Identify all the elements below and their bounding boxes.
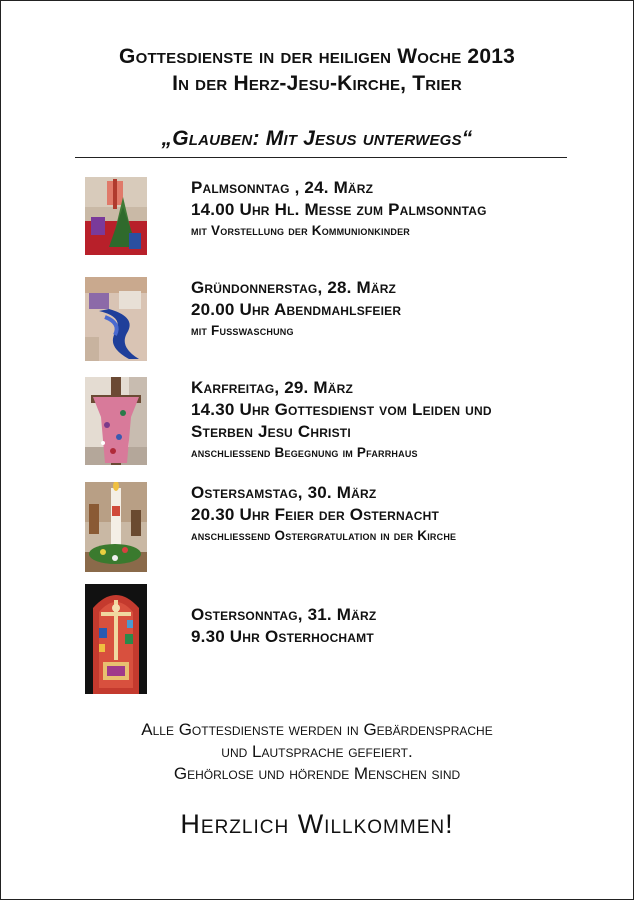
event-time: 9.30 Uhr Osterhochamt xyxy=(191,627,374,646)
footer-line: und Lautsprache gefeiert. xyxy=(221,742,413,761)
event-text xyxy=(191,277,611,341)
event-text xyxy=(191,177,611,241)
good-friday-cross-photo xyxy=(85,377,147,465)
event-note: mit Vorstellung der Kommunionkinder xyxy=(191,223,410,238)
footer-note xyxy=(1,719,633,785)
event-note: anschliessend Ostergratulation in der Kirche xyxy=(191,528,457,543)
event-text xyxy=(191,377,611,463)
event-time: 14.00 Uhr Hl. Messe zum Palmsonntag xyxy=(191,200,487,219)
header xyxy=(1,43,633,97)
event-day: Ostersonntag, 31. März xyxy=(191,605,377,624)
welcome-heading: Herzlich Willkommen! xyxy=(180,809,454,839)
event-day: Karfreitag, 29. März xyxy=(191,378,354,397)
header-title: Gottesdienste in der heiligen Woche 2013 xyxy=(119,45,515,68)
stained-glass-window-photo xyxy=(85,584,147,694)
event-day: Palmsonntag , 24. März xyxy=(191,178,374,197)
footer-line: Gehörlose und hörende Menschen sind xyxy=(173,764,461,783)
footer-line: Alle Gottesdienste werden in Gebärdensprache xyxy=(141,720,493,739)
event-day: Ostersamstag, 30. März xyxy=(191,483,377,502)
event-time: 14.30 Uhr Gottesdienst vom Leiden und xyxy=(191,400,492,419)
header-subtitle: In der Herz-Jesu-Kirche, Trier xyxy=(172,72,462,95)
event-day: Gründonnerstag, 28. März xyxy=(191,278,397,297)
event-text xyxy=(191,604,611,648)
event-time-continued: Sterben Jesu Christi xyxy=(191,422,351,441)
easter-candle-photo xyxy=(85,482,147,572)
event-time: 20.00 Uhr Abendmahlsfeier xyxy=(191,300,402,319)
event-text xyxy=(191,482,611,546)
palm-sunday-altar-photo xyxy=(85,177,147,255)
holy-thursday-cloth-photo xyxy=(85,277,147,361)
divider xyxy=(75,157,567,158)
event-note: mit Fusswaschung xyxy=(191,323,294,338)
motto: „Glauben: Mit Jesus unterwegs“ xyxy=(161,127,473,150)
event-note: anschliessend Begegnung im Pfarrhaus xyxy=(191,445,418,460)
event-time: 20.30 Uhr Feier der Osternacht xyxy=(191,505,439,524)
